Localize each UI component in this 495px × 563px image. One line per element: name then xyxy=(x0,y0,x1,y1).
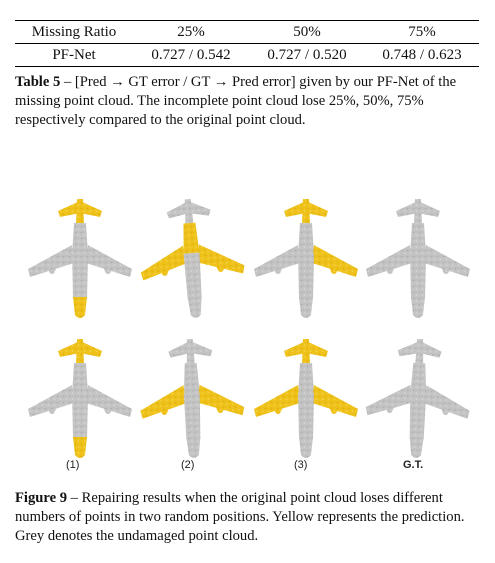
table-caption xyxy=(15,73,481,130)
airplane-point-cloud xyxy=(20,335,140,465)
table-caption-label: Table 5 xyxy=(15,74,61,90)
results-table xyxy=(15,20,479,67)
panel-label-2: (2) xyxy=(181,459,195,471)
figure-caption xyxy=(15,489,481,546)
cell-25: 0.727 / 0.542 xyxy=(151,46,231,63)
table-row xyxy=(15,44,479,67)
airplane-point-cloud xyxy=(132,335,252,465)
header-50: 50% xyxy=(293,23,321,40)
header-25: 25% xyxy=(177,23,205,40)
airplane-point-cloud xyxy=(358,335,478,465)
table-header-row xyxy=(15,21,479,44)
cell-75: 0.748 / 0.623 xyxy=(382,46,462,63)
panel-label-1: (1) xyxy=(66,459,80,471)
airplane-point-cloud xyxy=(132,195,252,325)
figure-caption-label: Figure 9 xyxy=(15,490,68,506)
airplane-point-cloud xyxy=(246,195,366,325)
row-method: PF-Net xyxy=(52,46,96,63)
figure-caption-text: – Repairing results when the original point cloud loses different numbers of points in two random positions. Yellow represents the prediction. Grey denotes the undamaged point cloud. xyxy=(15,490,465,544)
airplane-point-cloud xyxy=(358,195,478,325)
header-missing-ratio: Missing Ratio xyxy=(31,23,117,40)
table-caption-text: – [Pred → GT error / GT → Pred error] given by our PF-Net of the missing point cloud. The incomplete point cloud lose 25%, 50%, 75% respectively compared to the original point cloud. xyxy=(15,74,457,128)
header-75: 75% xyxy=(408,23,436,40)
panel-label-gt: G.T. xyxy=(403,459,424,471)
panel-label-3: (3) xyxy=(294,459,308,471)
airplane-point-cloud xyxy=(246,335,366,465)
cell-50: 0.727 / 0.520 xyxy=(267,46,347,63)
airplane-point-cloud xyxy=(20,195,140,325)
figure-airplane-point-clouds xyxy=(0,180,495,480)
